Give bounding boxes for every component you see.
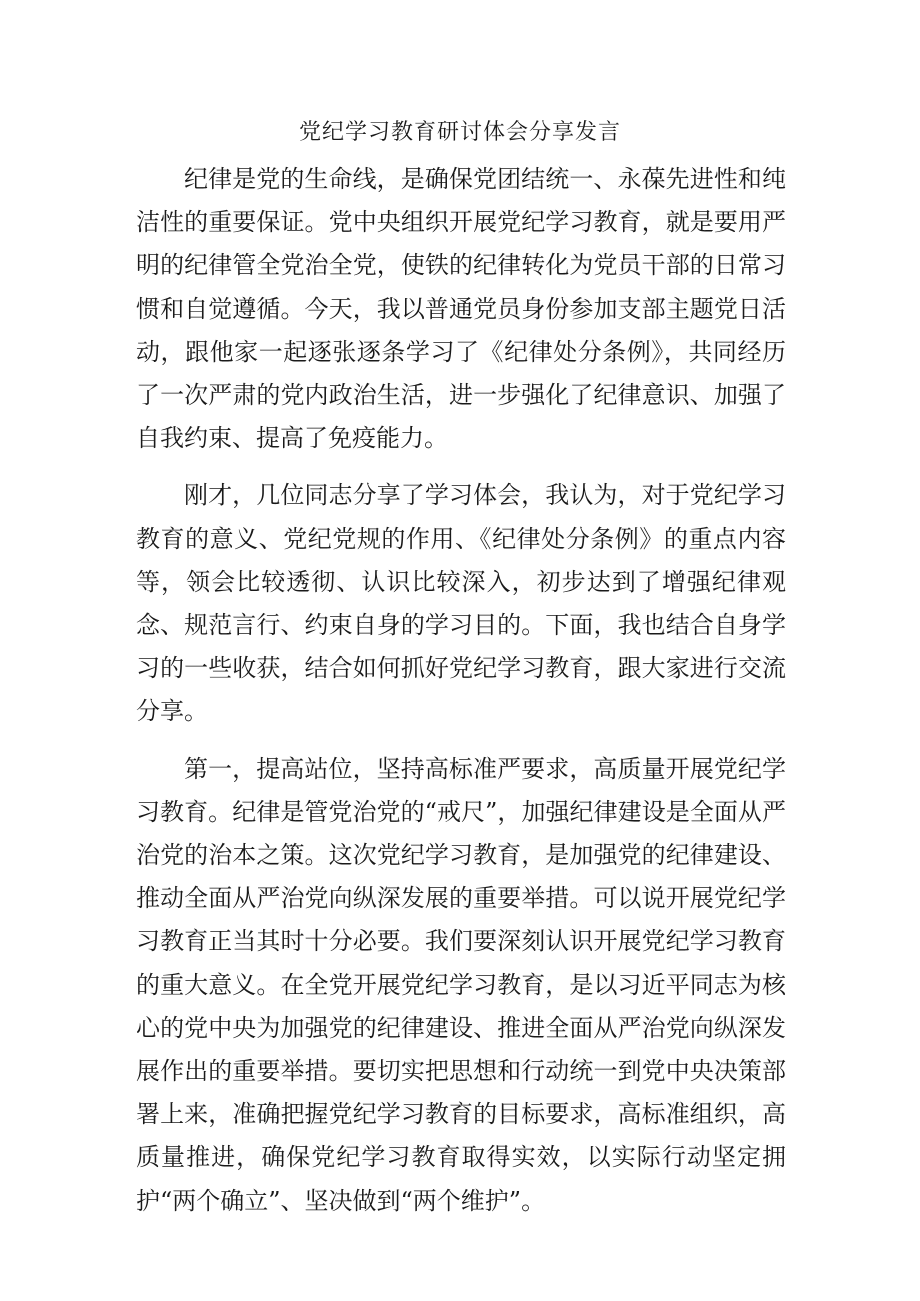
document-body <box>136 158 786 1223</box>
document-title: 党纪学习教育研讨体会分享发言 <box>298 120 621 145</box>
paragraph-point-one: 第一，提高站位，坚持高标准严要求，高质量开展党纪学习教育。纪律是管党治党的“戒尺”，加强纪律建设是全面从严治党的治本之策。这次党纪学习教育，是加强党的纪律建设、推动全面从严治党向纵深发展的重要举措。可以说开展党纪学习教育正当其时十分必要。我们要深刻认识开展党纪学习教育的重大意义。在全党开展党纪学习教育，是以习近平同志为核心的党中央为加强党的纪律建设、推进全面从严治党向纵深发展作出的重要举措。要切实把思想和行动统一到党中央决策部署上来，准确把握党纪学习教育的目标要求，高标准组织，高质量推进，确保党纪学习教育取得实效，以实际行动坚定拥护“两个确立”、坚决做到“两个维护”。 <box>136 754 786 1215</box>
paragraph-intro: 纪律是党的生命线，是确保党团结统一、永葆先进性和纯洁性的重要保证。党中央组织开展党纪学习教育，就是要用严明的纪律管全党治全党，使铁的纪律转化为党员干部的日常习惯和自觉遵循。今天，我以普通党员身份参加支部主题党日活动，跟他家一起逐张逐条学习了《纪律处分条例》，共同经历了一次严肃的党内政治生活，进一步强化了纪律意识、加强了自我约束、提高了免疫能力。 <box>136 165 786 453</box>
paragraph-reflection: 刚才，几位同志分享了学习体会，我认为，对于党纪学习教育的意义、党纪党规的作用、《纪律处分条例》的重点内容等，领会比较透彻、认识比较深入，初步达到了增强纪律观念、规范言行、约束自身的学习目的。下面，我也结合自身学习的一些收获，结合如何抓好党纪学习教育，跟大家进行交流分享。 <box>136 481 786 726</box>
